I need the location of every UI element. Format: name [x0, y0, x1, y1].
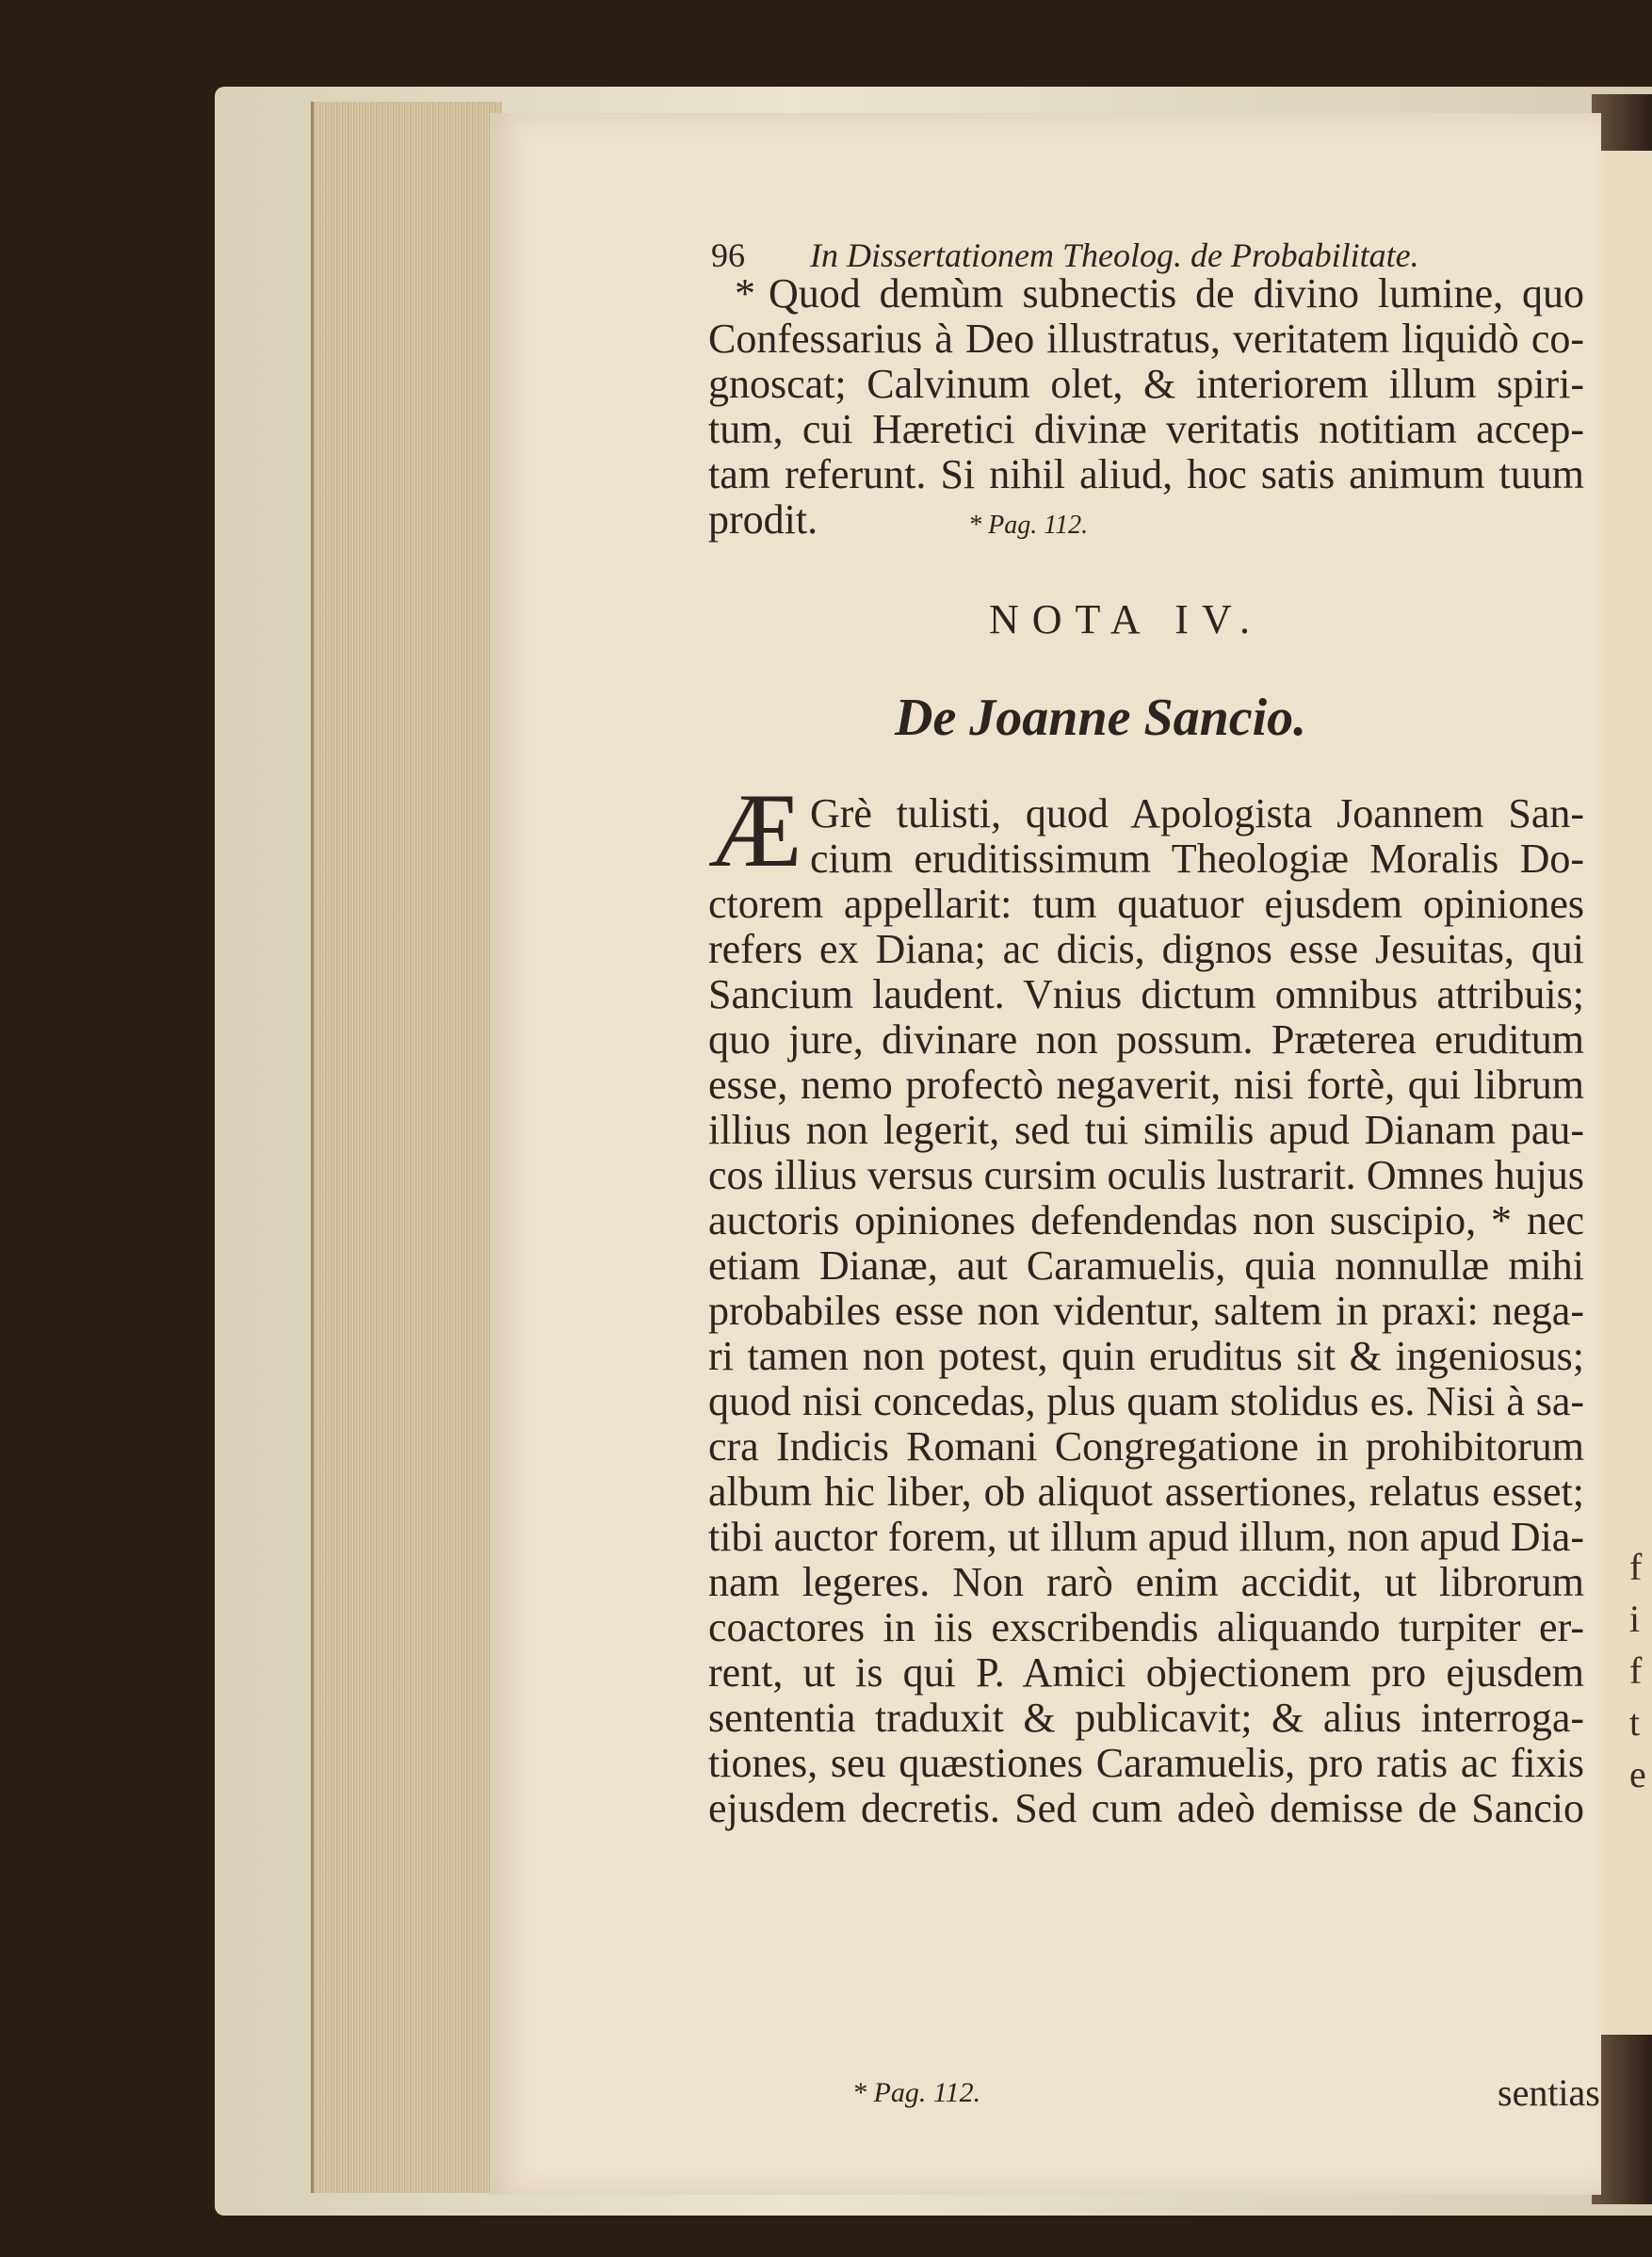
para2-line: probabiles esse non videntur, saltem in praxi: nega-: [708, 1288, 1584, 1334]
section-heading: NOTA IV.: [989, 596, 1264, 642]
para2-line: coactores in iis exscribendis aliquando turpiter er-: [708, 1604, 1584, 1650]
para2-line: sententia traduxit & publicavit; & alius interroga-: [708, 1695, 1584, 1741]
page-edges: [311, 102, 502, 2193]
running-title: In Dissertationem Theolog. de Probabilitate.: [810, 236, 1419, 274]
para2-line: cos illius versus cursim oculis lustrarit. Omnes hujus: [708, 1152, 1584, 1198]
para2-line: cra Indicis Romani Congregatione in prohibitorum: [708, 1423, 1584, 1469]
para1-line-1: * Quod demùm subnectis de divino lumine, quo: [735, 270, 1584, 317]
para2-line: refers ex Diana; ac dicis, dignos esse Jesuitas, qui: [708, 926, 1584, 972]
para2-line: ejusdem decretis. Sed cum adeò demisse de Sancio: [708, 1785, 1584, 1831]
facing-page-letter: i: [1629, 1598, 1641, 1640]
para2-line: nam legeres. Non rarò enim accidit, ut librorum: [708, 1559, 1584, 1605]
asterisk-mark: *: [735, 270, 755, 317]
facing-page-letter: f: [1629, 1649, 1643, 1692]
para1-last-line: prodit. * Pag. 112.: [708, 496, 1089, 543]
para2-line: ri tamen non potest, quin eruditus sit & ingeniosus;: [708, 1333, 1584, 1379]
facing-page-letter: t: [1629, 1701, 1641, 1744]
para2-line: tiones, seu quæstiones Caramuelis, pro ratis ac fixis: [708, 1740, 1584, 1786]
para2-line: rent, ut is qui P. Amici objectionem pro ejusdem: [708, 1649, 1584, 1696]
page-reference: * Pag. 112.: [968, 511, 1089, 540]
facing-page-letter: e: [1629, 1753, 1646, 1795]
para2-line-1: Grè tulisti, quod Apologista Joannem San-: [810, 790, 1584, 836]
page-number: 96: [711, 236, 745, 274]
para2-line: esse, nemo profectò negaverit, nisi fortè, qui librum: [708, 1062, 1584, 1108]
section-subtitle: De Joanne Sancio.: [895, 689, 1307, 747]
para1-line-2: Confessarius à Deo illustratus, veritatem liquidò co-: [708, 316, 1584, 362]
para2-line: ctorem appellarit: tum quatuor ejusdem opiniones: [708, 881, 1584, 927]
drop-cap: Æ: [708, 772, 802, 889]
para2-line: quod nisi concedas, plus quam stolidus es. Nisi à sa-: [708, 1378, 1584, 1424]
para1-line-4: tum, cui Hæretici divinæ veritatis notitiam accep-: [708, 406, 1584, 452]
facing-page-letter: f: [1629, 1546, 1643, 1588]
para2-line: Sancium laudent. Vnius dictum omnibus attribuis;: [708, 971, 1584, 1017]
footnote: * Pag. 112.: [852, 2077, 981, 2108]
catchword: sentias: [1498, 2071, 1600, 2114]
para2-line: quo jure, divinare non possum. Præterea eruditum: [708, 1016, 1584, 1063]
para1-line-5: tam referunt. Si nihil aliud, hoc satis animum tuum: [708, 451, 1584, 497]
para2-line-2: cium eruditissimum Theologiæ Moralis Do-: [810, 836, 1584, 882]
para2-line: illius non legerit, sed tui similis apud Dianam pau-: [708, 1107, 1584, 1153]
para2-line: auctoris opiniones defendendas non suscipio, * nec: [708, 1197, 1584, 1243]
para2-line: album hic liber, ob aliquot assertiones, relatus esset;: [708, 1469, 1584, 1515]
para2-line: tibi auctor forem, ut illum apud illum, non apud Dia-: [708, 1514, 1584, 1560]
para2-line: etiam Dianæ, aut Caramuelis, quia nonnullæ mihi: [708, 1242, 1584, 1289]
para1-line-3: gnoscat; Calvinum olet, & interiorem illum spiri-: [708, 361, 1584, 407]
